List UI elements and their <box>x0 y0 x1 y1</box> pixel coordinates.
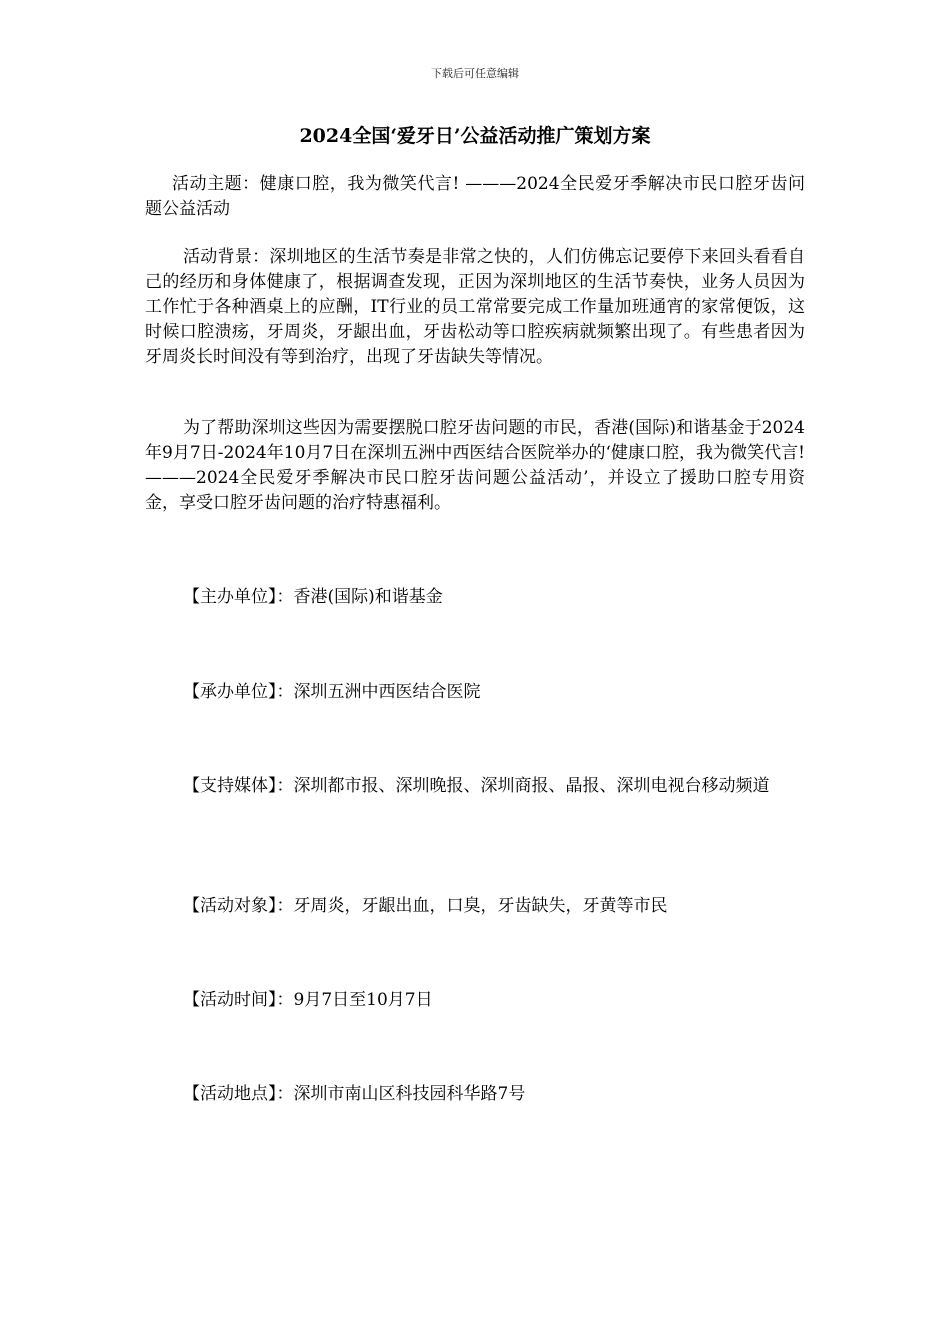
activity-location-line: 【活动地点】：深圳市南山区科技园科华路7号 <box>183 1084 526 1104</box>
activity-purpose-paragraph: 为了帮助深圳这些因为需要摆脱口腔牙齿问题的市民，香港(国际)和谐基金于2024年9月7日-2024年10月7日在深圳五洲中西医结合医院举办的‘健康口腔，我为微笑代言! ———2024全民爱牙季解决市民口腔牙齿问题公益活动’，并设立了援助口腔专用资金，享受口腔牙齿问题的治疗特惠福利。 <box>145 418 805 513</box>
document-title: 2024全国‘爱牙日’公益活动推广策划方案 <box>299 125 651 147</box>
organizer-line: 【主办单位】：香港(国际)和谐基金 <box>183 587 443 607</box>
page-header-note: 下载后可任意编辑 <box>431 67 519 80</box>
activity-theme-paragraph: 活动主题：健康口腔，我为微笑代言! ———2024全民爱牙季解决市民口腔牙齿问题公益活动 <box>145 174 805 219</box>
activity-background-paragraph: 活动背景：深圳地区的生活节奏是非常之快的，人们仿佛忘记要停下来回头看看自己的经历和身体健康了，根据调查发现，正因为深圳地区的生活节奏快，业务人员因为工作忙于各种酒桌上的应酬，IT行业的员工常常要完成工作量加班通宵的家常便饭，这时候口腔溃疡，牙周炎，牙龈出血，牙齿松动等口腔疾病就频繁出现了。有些患者因为牙周炎长时间没有等到治疗，出现了牙齿缺失等情况。 <box>145 247 805 367</box>
target-audience-line: 【活动对象】：牙周炎，牙龈出血，口臭，牙齿缺失，牙黄等市民 <box>183 896 668 916</box>
activity-time-line: 【活动时间】：9月7日至10月7日 <box>183 990 433 1010</box>
undertaker-line: 【承办单位】：深圳五洲中西医结合医院 <box>183 682 481 702</box>
supporting-media-line: 【支持媒体】：深圳都市报、深圳晚报、深圳商报、晶报、深圳电视台移动频道 <box>183 776 770 796</box>
